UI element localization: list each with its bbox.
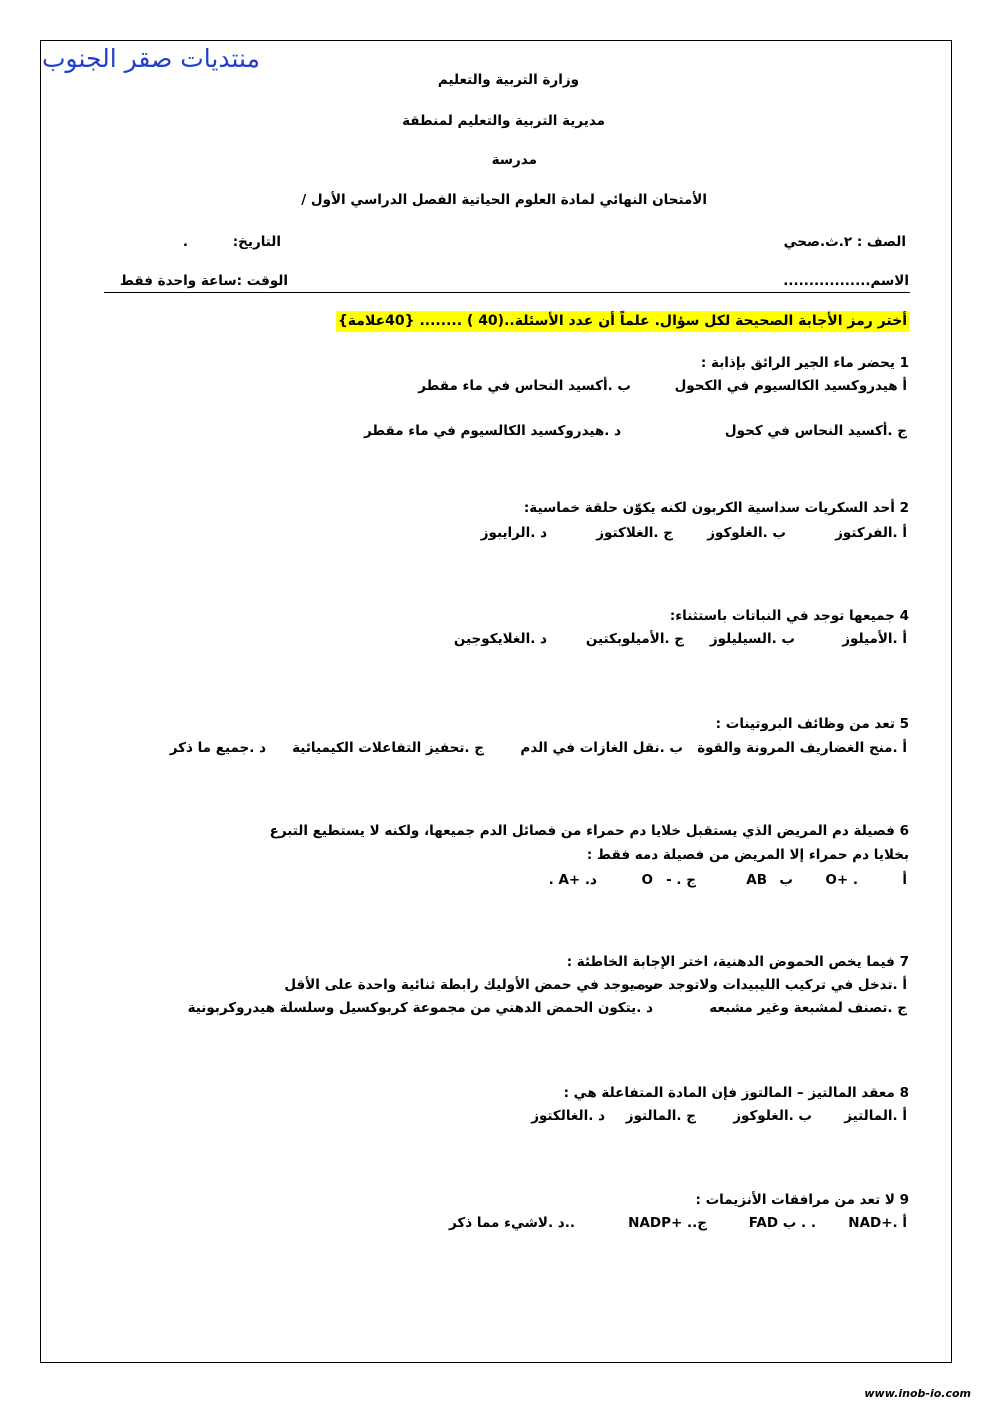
question-8-option-d[interactable]: د .الغالكتوز [531,1108,605,1124]
question-8-option-a[interactable]: أ .المالتيز [844,1108,907,1124]
question-9-option-a[interactable]: أ .+NAD [848,1215,907,1231]
question-2-stem: 2 أحد السكريات سداسية الكربون لكنه يكوّن حلقة خماسية: [523,500,909,516]
question-6-option-b-letter[interactable]: ب [779,872,793,888]
exam-title: الأمتحان النهائي لمادة العلوم الحياتية الفصل الدراسي الأول / [301,192,707,208]
question-7-option-b[interactable]: ب .يوجد في حمض الأوليك رابطة ثنائية واحدة على الأقل [284,977,658,993]
question-6-option-c[interactable]: O [641,872,653,888]
question-6-stem: 6 فصيلة دم المريض الذي يستقبل خلايا دم حمراء من فصائل الدم جميعها، ولكنه لا يستطيع التبرع [269,823,909,839]
instructions-banner: أختر رمز الأجابة الصحيحة لكل سؤال. علماً أن عدد الأسئلة..(40 ) ........ {40علامة} [336,311,909,332]
question-6-option-c-letter[interactable]: ج . - [666,872,696,888]
question-5-option-d[interactable]: د .جميع ما ذكر [169,740,266,756]
question-5-stem: 5 تعد من وظائف البروتينات : [715,716,909,732]
question-4-option-d[interactable]: د .الغلايكوجين [453,631,547,647]
question-9-option-b[interactable]: . . ب FAD [748,1215,816,1231]
time-label: الوقت :ساعة واحدة فقط [119,273,288,289]
school-title: مدرسة [491,152,537,168]
question-4-option-c[interactable]: ج .الأميلوبكتين [585,631,684,647]
question-7-stem: 7 فيما يخص الحموض الدهنية، اختر الإجابة الخاطئة : [566,954,909,970]
question-6-option-b[interactable]: AB [746,872,767,888]
question-4-option-b[interactable]: ب .السيليلوز [709,631,795,647]
question-5-option-b[interactable]: ب .نقل الغازات في الدم [520,740,683,756]
question-5-option-c[interactable]: ج .تحفيز التفاعلات الكيميائية [292,740,484,756]
date-value: . [182,234,188,250]
student-name-field: الاسم................. [783,273,909,289]
question-7-option-c[interactable]: ج .تصنف لمشبعة وغير مشبعه [709,1000,907,1016]
question-2-option-d[interactable]: د .الرايبوز [480,525,547,541]
footer-url: www.inob-io.com [864,1387,971,1400]
ministry-title: وزارة التربية والتعليم [437,72,579,88]
question-1-option-a[interactable]: أ هيدروكسيد الكالسيوم في الكحول [674,378,907,394]
question-6-option-a-letter[interactable]: أ [902,872,907,888]
question-1-option-b[interactable]: ب .أكسيد النحاس في ماء مقطر [418,378,631,394]
question-1-option-c[interactable]: ج .أكسيد النحاس في كحول [724,423,907,439]
question-6-stem-line2: بخلايا دم حمراء إلا المريض من فصيلة دمه فقط : [586,847,909,863]
question-2-option-a[interactable]: أ .الفركتوز [835,525,907,541]
question-5-option-a[interactable]: أ .منح الغضاريف المرونة والقوة [697,740,907,756]
question-1-stem: 1 يحضر ماء الجير الرائق بإذابة : [700,355,909,371]
question-8-stem: 8 معقد المالتيز – المالتوز فإن المادة المتفاعلة هي : [563,1085,909,1101]
question-9-option-d[interactable]: ..د .لاشيء مما ذكر [449,1215,575,1231]
question-8-option-b[interactable]: ب .الغلوكوز [733,1108,812,1124]
question-1-option-d[interactable]: د .هيدروكسيد الكالسيوم في ماء مقطر [363,423,621,439]
question-4-stem: 4 جميعها توجد في النباتات باستثناء: [669,608,909,624]
question-2-option-c[interactable]: ج .الغلاكتوز [596,525,673,541]
question-9-stem: 9 لا تعد من مرافقات الأنزيمات : [695,1192,909,1208]
question-7-option-d[interactable]: د .يتكون الحمض الدهني من مجموعة كربوكسيل وسلسلة هيدروكربونية [187,1000,653,1016]
directorate-title: مديرية التربية والتعليم لمنطقة [402,113,605,129]
forum-watermark: منتديات صقر الجنوب [42,44,260,73]
date-label: التاريخ: [232,234,281,250]
question-6-option-a[interactable]: . +O [825,872,858,888]
question-4-option-a[interactable]: أ .الأميلوز [842,631,907,647]
question-2-option-b[interactable]: ب .الغلوكوز [707,525,786,541]
header-divider [104,292,910,293]
question-9-option-c[interactable]: ج.. +NADP [628,1215,707,1231]
question-8-option-c[interactable]: ج .المالتوز [625,1108,696,1124]
question-7-option-a[interactable]: أ .تدخل في تركيب الليبيدات ولاتوجد حره. [632,977,907,993]
class-label: الصف : ٢.ث.صحي [783,234,906,250]
question-6-option-d[interactable]: د. +A . [548,872,597,888]
